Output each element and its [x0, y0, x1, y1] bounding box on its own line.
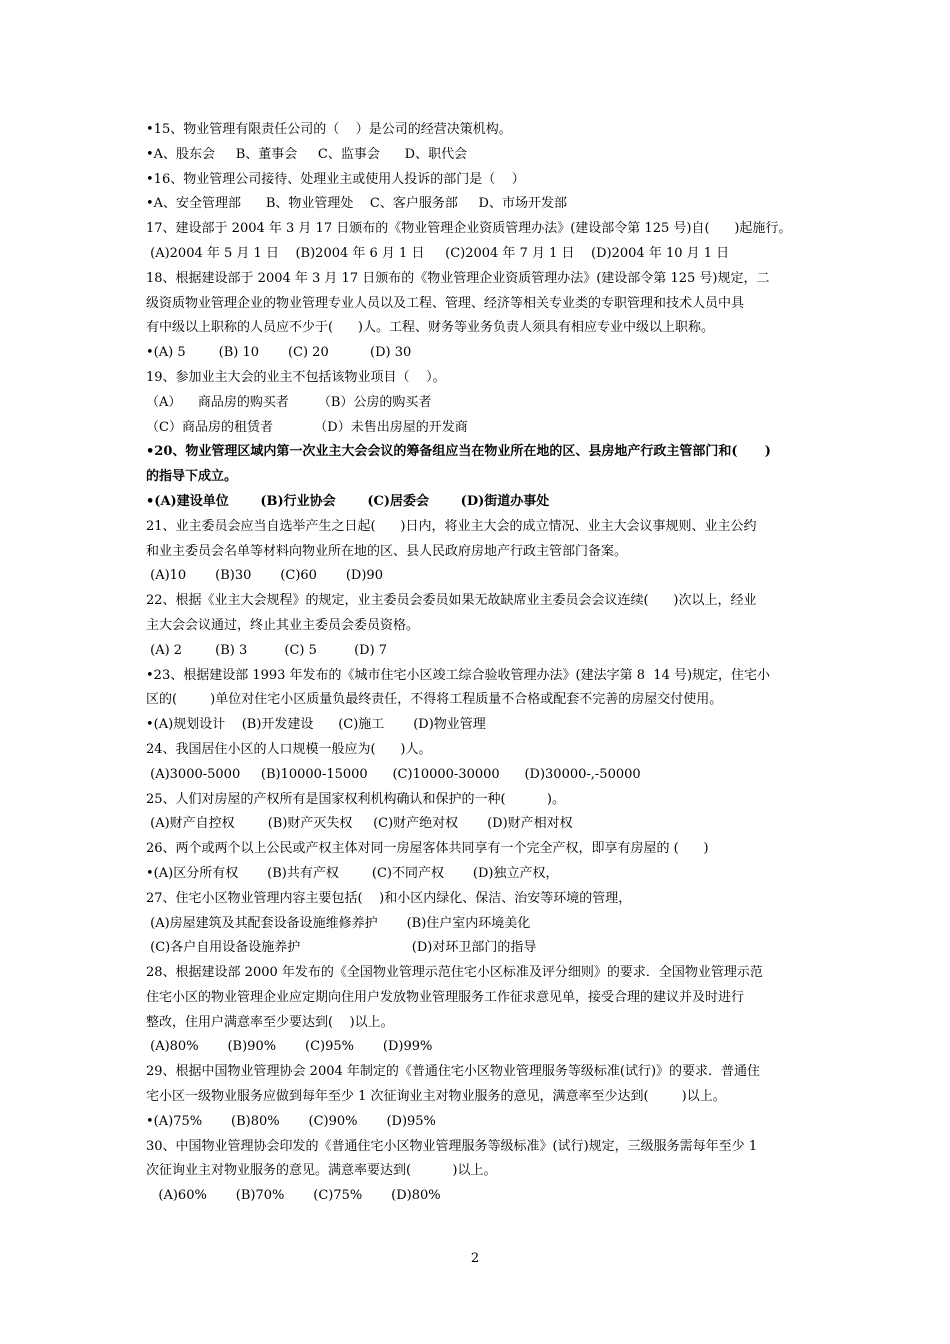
text-line: 级资质物业管理企业的物业管理专业人员以及工程、管理、经济等相关专业类的专职管理和技术人员中具 [146, 295, 745, 311]
text-line: 28、根据建设部 2000 年发布的《全国物业管理示范住宅小区标准及评分细则》的要求．全国物业管理示范 [146, 965, 763, 981]
text-line: 30、中国物业管理协会印发的《普通住宅小区物业管理服务等级标准》(试行)规定，三级服务需每年至少 1 [146, 1138, 758, 1154]
text-line: 19、参加业主大会的业主不包括该物业项目（ ）。 [146, 369, 446, 385]
text-line: (A)房屋建筑及其配套设备设施维修养护 (B)住户室内环境美化 [146, 915, 531, 931]
page-number: 2 [470, 1251, 480, 1266]
question-list [146, 118, 808, 1209]
text-line: •23、根据建设部 1993 年发布的《城市住宅小区竣工综合验收管理办法》(建法字第 8 14 号)规定，住宅小 [146, 667, 771, 683]
text-line: 住宅小区的物业管理企业应定期向住用户发放物业管理服务工作征求意见单，接受合理的建议并及时进行 [146, 989, 745, 1005]
text-line: •(A)75% (B)80% (C)90% (D)95% [146, 1113, 436, 1129]
text-line: •15、物业管理有限责任公司的（ ）是公司的经营决策机构。 [146, 122, 512, 137]
text-line: 和业主委员会名单等材料向物业所在地的区、县人民政府房地产行政主管部门备案。 [146, 543, 628, 559]
text-line: •(A) 5 (B) 10 (C) 20 (D) 30 [146, 345, 412, 361]
text-line: 27、住宅小区物业管理内容主要包括( )和小区内绿化、保洁、治安等环境的管理， [146, 890, 632, 906]
text-line: (A)财产自控权 (B)财产灭失权 (C)财产绝对权 (D)财产相对权 [146, 816, 573, 832]
text-line: 整改，住用户满意率至少要达到( )以上。 [146, 1014, 394, 1030]
text-line: 25、人们对房屋的产权所有是国家权利机构确认和保护的一种( )。 [146, 791, 566, 807]
text-line: 区的( )单位对住宅小区质量负最终责任，不得将工程质量不合格或配套不完善的房屋交付使用。 [146, 692, 723, 708]
text-line: 17、建设部于 2004 年 3 月 17 日颁布的《物业管理企业资质管理办法》(建设部令第 125 号)自( )起施行。 [146, 221, 792, 237]
text-line: 24、我国居住小区的人口规模一般应为( )人。 [146, 741, 432, 757]
text-line: •A、股东会 B、董事会 C、监事会 D、职代会 [146, 146, 468, 162]
text-line: •16、物业管理公司接待、处理业主或使用人投诉的部门是（ ） [146, 171, 525, 187]
text-line: (A)10 (B)30 (C)60 (D)90 [146, 568, 383, 584]
text-line: 有中级以上职称的人员应不少于( )人。工程、财务等业务负责人须具有相应专业中级以上职称。 [146, 320, 714, 336]
text-line: •A、安全管理部 B、物业管理处 C、客户服务部 D、市场开发部 [146, 196, 567, 212]
text-line: (A)3000-5000 (B)10000-15000 (C)10000-30000 (D)30000-,-50000 [146, 766, 641, 782]
text-line: (A)60% (B)70% (C)75% (D)80% [146, 1188, 441, 1204]
text-line: •(A)规划设计 (B)开发建设 (C)施工 (D)物业管理 [146, 717, 486, 733]
text-line: 次征询业主对物业服务的意见。满意率要达到( )以上。 [146, 1163, 497, 1179]
text-line: •(A)建设单位 (B)行业协会 (C)居委会 (D)街道办事处 [146, 493, 550, 509]
text-line: 21、业主委员会应当自选举产生之日起( )日内，将业主大会的成立情况、业主大会议事规则、业主公约 [146, 518, 757, 534]
text-line: (A)2004 年 5 月 1 日 (B)2004 年 6 月 1 日 (C)2004 年 7 月 1 日 (D)2004 年 10 月 1 日 [146, 245, 730, 261]
text-line: 主大会会议通过，终止其业主委员会委员资格。 [146, 617, 420, 633]
text-line: •20、物业管理区域内第一次业主大会会议的筹备组应当在物业所在地的区、县房地产行政主管部门和( ) [146, 444, 771, 460]
text-line: •(A)区分所有权 (B)共有产权 (C)不同产权 (D)独立产权， [146, 865, 559, 881]
text-line: 18、根据建设部于 2004 年 3 月 17 日颁布的《物业管理企业资质管理办法》(建设部令第 125 号)规定，二 [146, 270, 770, 286]
text-line: (A) 2 (B) 3 (C) 5 (D) 7 [146, 642, 388, 658]
text-line: 26、两个或两个以上公民或产权主体对同一房屋客体共同享有一个完全产权，即享有房屋的 ( ) [146, 841, 709, 857]
text-line: 的指导下成立。 [146, 469, 238, 485]
text-line: (C)各户自用设备设施养护 (D)对环卫部门的指导 [146, 940, 537, 956]
text-line: (A)80% (B)90% (C)95% (D)99% [146, 1039, 433, 1055]
text-line: 29、根据中国物业管理协会 2004 年制定的《普通住宅小区物业管理服务等级标准(试行)》的要求．普通住 [146, 1064, 761, 1080]
text-line: 宅小区一级物业服务应做到每年至少 1 次征询业主对物业服务的意见，满意率至少达到( )以上。 [146, 1089, 726, 1105]
text-line: （A） 商品房的购买者 （B）公房的购买者 [146, 394, 432, 410]
text-line: （C）商品房的租赁者 （D）未售出房屋的开发商 [146, 419, 468, 435]
text-line: 22、根据《业主大会规程》的规定，业主委员会委员如果无故缺席业主委员会会议连续( )次以上，经业 [146, 593, 757, 609]
